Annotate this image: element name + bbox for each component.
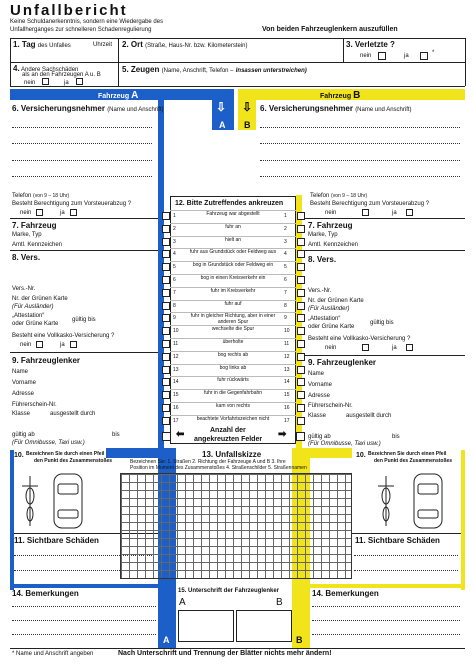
checklist-row: [170, 415, 296, 428]
checklist-row: [170, 338, 296, 351]
checklist-row: [170, 325, 296, 338]
anzahl-2: angekreuzten Felder: [194, 436, 263, 443]
verletzte-nein-label: nein: [360, 53, 372, 59]
right-arrow-icon: ➡: [278, 429, 287, 440]
checklist-row: [170, 351, 296, 364]
b-vorsteuer-ja-checkbox[interactable]: [406, 209, 413, 216]
checklist-checkbox-a[interactable]: [162, 366, 170, 374]
b-vehicles-icon: [372, 470, 462, 532]
left-arrow-icon: ⬅: [176, 429, 185, 440]
b-vorsteuer-ja: ja: [392, 210, 397, 216]
checklist-num-a: 14: [173, 379, 179, 386]
a-lenk-label: 9. Fahrzeuglenker: [12, 356, 81, 365]
checklist-num-b: 17: [284, 417, 290, 424]
a-vorname: Vorname: [12, 380, 37, 386]
checklist-item-label: hielt an: [224, 236, 242, 243]
footer-right: Nach Unterschrift und Trennung der Blätter nichts mehr ändern!: [118, 650, 332, 657]
b-vk-nein: nein: [325, 345, 337, 351]
checklist-checkbox-b[interactable]: [297, 238, 305, 246]
b-klasse: Klasse ausgestellt durch: [308, 413, 392, 419]
checklist-num-a: 1: [173, 213, 176, 219]
checklist-checkbox-b[interactable]: [297, 340, 305, 348]
checklist-num-b: 1: [284, 213, 287, 219]
a-adresse: Adresse: [12, 391, 35, 397]
checklist-row: [170, 261, 296, 274]
a-vollkasko: Besteht eine Vollkasko-Versicherung ?: [12, 333, 115, 339]
checklist-num-b: 5: [284, 264, 287, 271]
checklist-num-b: 15: [284, 392, 290, 399]
checklist-checkbox-a[interactable]: [162, 417, 170, 425]
a-anzahl-box[interactable]: [162, 432, 171, 441]
checklist-num-a: 15: [173, 392, 179, 399]
checklist-checkbox-a[interactable]: [162, 302, 170, 310]
checklist-item-label: fuhr auf: [224, 300, 242, 307]
header-right: Von beiden Fahrzeuglenkern auszufüllen: [262, 26, 398, 33]
header-sub-2: Unfallherganges zur schnelleren Schadenregulierung: [10, 27, 152, 33]
checklist-num-b: 11: [284, 341, 290, 347]
checklist-checkbox-a[interactable]: [162, 238, 170, 246]
checklist-checkbox-a[interactable]: [162, 378, 170, 386]
checklist-checkbox-b[interactable]: [297, 250, 305, 258]
a-vorsteuer: Besteht Berechtigung zum Vorsteuerabzug ?: [12, 201, 132, 207]
checklist-item-label: überholte: [222, 339, 244, 345]
b-versnr: Vers.-Nr.: [308, 288, 332, 294]
checklist-num-a: 5: [173, 264, 176, 271]
checklist-checkbox-a[interactable]: [162, 314, 170, 322]
checklist-title: 12. Bitte Zutreffendes ankreuzen: [175, 200, 284, 207]
checklist-row: [170, 364, 296, 377]
b-vk-ja: ja: [392, 345, 397, 351]
a-vorsteuer-nein-checkbox[interactable]: [36, 209, 43, 216]
checklist-num-a: 10: [173, 328, 179, 335]
asterisk: *: [432, 50, 435, 56]
b-pfeil-1: Bezeichnen Sie durch einen Pfeil: [368, 451, 447, 457]
checklist-item-label: fuhr an: [225, 223, 241, 230]
checklist-num-a: 11: [173, 341, 179, 347]
b-telefon: Telefon (von 9 – 18 Uhr): [310, 193, 368, 199]
checklist-num-a: 7: [173, 289, 176, 296]
a-fschein: Führerschein-Nr.: [12, 402, 57, 408]
checklist-row: [170, 300, 296, 313]
b-vn-label: 6. Versicherungsnehmer (Name und Anschrift): [260, 104, 412, 113]
a-gueltig: gültig bis: [72, 317, 96, 323]
a-omnibus: (Für Omnibusse, Taxi usw.): [12, 440, 85, 446]
checklist-checkbox-b[interactable]: [297, 417, 305, 425]
checklist-num-b: 6: [284, 277, 287, 283]
verletzte-ja-checkbox[interactable]: [420, 52, 428, 60]
a-vers-label: 8. Vers.: [12, 253, 41, 262]
b-vorsteuer-nein: nein: [325, 210, 337, 216]
a-telefon: Telefon (von 9 – 18 Uhr): [12, 193, 70, 199]
checklist-item-label: kam von rechts: [216, 403, 250, 409]
b-gueltig-ab: gültig ab: [308, 434, 331, 440]
signature-b-label: B: [276, 597, 283, 608]
skizze-hint-b: Position im Moment des Zusammenstoßes 4. Straßenschilder 5. Straßennamen: [130, 465, 307, 471]
verletzte-nein-checkbox[interactable]: [378, 52, 386, 60]
arrow-down-icon-b: ⇩: [242, 100, 253, 114]
b-bem-label: 14. Bemerkungen: [312, 589, 379, 598]
checklist-num-a: 8: [173, 302, 176, 309]
skizze-title: 13. Unfallskizze: [202, 450, 262, 459]
checklist-checkbox-a[interactable]: [162, 276, 170, 284]
checklist-checkbox-b[interactable]: [297, 276, 305, 284]
b-vorname: Vorname: [308, 382, 333, 388]
a-name: Name: [12, 369, 29, 375]
checklist-num-a: 3: [173, 238, 176, 245]
checklist-item-label: fuhr aus Grundstück oder Feldweg aus: [189, 249, 277, 256]
a-gruene: Nr. der Grünen Karte: [12, 296, 68, 302]
tag-label: 1. Tag des Unfalles: [13, 40, 71, 49]
checklist-num-b: 13: [284, 366, 290, 373]
a-vn-label: 6. Versicherungsnehmer (Name und Anschrift): [12, 104, 164, 113]
a-marke: Marke, Typ: [12, 232, 42, 238]
checklist-row: [170, 389, 296, 402]
uhrzeit-label: Uhrzeit: [93, 42, 113, 48]
checklist-checkbox-b[interactable]: [297, 391, 305, 399]
a-vk-nein-checkbox[interactable]: [36, 341, 43, 348]
arrow-a-label: A: [219, 120, 226, 130]
skizze-hint-a: Bezeichnen Sie: 1. Straßen 2. Richtung der Fahrzeuge A und B 3. Ihre: [130, 459, 286, 465]
b-pfeil-label: 10.: [356, 452, 366, 459]
b-vers-label: 8. Vers.: [308, 255, 337, 264]
b-pfeil-2: den Punkt des Zusammenstoßes: [374, 458, 453, 464]
b-marke: Marke, Typ: [308, 232, 338, 238]
page-title: Unfallbericht: [10, 2, 128, 19]
sach-nein-label: nein: [24, 80, 36, 86]
a-auslaender: (Für Ausländer): [12, 304, 54, 310]
checklist-checkbox-b[interactable]: [297, 289, 305, 297]
checklist-num-b: 12: [284, 353, 290, 360]
a-bis: bis: [112, 432, 120, 438]
checklist-num-b: 9: [284, 315, 287, 322]
a-attest1: „Attestation“: [12, 313, 45, 319]
checklist-checkbox-b[interactable]: [297, 263, 305, 271]
a-kennz: Amtl. Kennzeichen: [12, 242, 63, 248]
checklist-checkbox-b[interactable]: [297, 314, 305, 322]
verletzte-ja-label: ja: [404, 53, 409, 59]
header-sub-1: Keine Schuldanerkenntnis, sondern eine Wiedergabe des: [10, 19, 164, 25]
b-kennz: Amtl. Kennzeichen: [308, 242, 359, 248]
checklist-row: [170, 274, 296, 287]
checklist-checkbox-a[interactable]: [162, 353, 170, 361]
a-vk-ja-checkbox[interactable]: [70, 341, 77, 348]
b-vorsteuer-nein-checkbox[interactable]: [362, 209, 369, 216]
checklist-checkbox-b[interactable]: [297, 225, 305, 233]
checklist-num-a: 13: [173, 366, 179, 373]
checklist-checkbox-a[interactable]: [162, 250, 170, 258]
arrow-b-label: B: [244, 120, 251, 130]
checklist-num-a: 4: [173, 251, 176, 258]
b-fschein: Führerschein-Nr.: [308, 403, 353, 409]
checklist-num-a: 16: [173, 405, 179, 411]
a-klasse: Klasse ausgestellt durch: [12, 411, 96, 417]
b-gueltig: gültig bis: [370, 320, 394, 326]
checklist-num-b: 14: [284, 379, 290, 386]
checklist-checkbox-a[interactable]: [162, 212, 170, 220]
checklist-item-label: beachtete Vorfahrtszeichen nicht: [196, 415, 270, 422]
b-auslaender: (Für Ausländer): [308, 306, 350, 312]
checklist-checkbox-a[interactable]: [162, 289, 170, 297]
checklist-item-label: bog links ab: [219, 364, 247, 371]
checklist-num-b: 3: [284, 238, 287, 245]
anzahl-1: Anzahl der: [210, 427, 246, 434]
a-fz-label: 7. Fahrzeug: [12, 221, 57, 230]
checklist-row: [170, 236, 296, 249]
checklist-item-label: Fahrzeug war abgestellt: [206, 211, 260, 217]
checklist-item-label: wechselte die Spur: [211, 326, 255, 333]
b-anzahl-box[interactable]: [296, 432, 305, 441]
a-pfeil-1: Bezeichnen Sie durch einen Pfeil: [26, 451, 105, 457]
checklist-checkbox-a[interactable]: [162, 391, 170, 399]
b-corner-letter: B: [296, 635, 303, 645]
a-vk-nein: nein: [20, 342, 32, 348]
a-vorsteuer-ja-checkbox[interactable]: [70, 209, 77, 216]
checklist-num-b: 8: [284, 302, 287, 309]
checklist-checkbox-b[interactable]: [297, 353, 305, 361]
b-fz-label: 7. Fahrzeug: [308, 221, 353, 230]
a-gueltig-ab: gültig ab: [12, 432, 35, 438]
checklist-num-b: 2: [284, 225, 287, 232]
a-pfeil-2: den Punkt des Zusammenstoßes: [34, 458, 113, 464]
b-attest1: „Attestation“: [308, 316, 341, 322]
checklist-row: [170, 402, 296, 415]
b-bis: bis: [392, 434, 400, 440]
checklist-checkbox-a[interactable]: [162, 327, 170, 335]
date-field[interactable]: [14, 52, 114, 61]
b-sicht-label: 11. Sichtbare Schäden: [355, 536, 440, 545]
checklist-checkbox-b[interactable]: [297, 302, 305, 310]
checklist-item-label: fuhr in die Gegenfahrbahn: [203, 390, 263, 397]
checklist-checkbox-b[interactable]: [297, 404, 305, 412]
b-vollkasko: Besteht eine Vollkasko-Versicherung ?: [308, 336, 411, 342]
fahrzeug-b-title: Fahrzeug B: [320, 90, 361, 101]
checklist-num-a: 17: [173, 417, 179, 424]
signature-a-label: A: [179, 597, 186, 608]
a-sicht-label: 11. Sichtbare Schäden: [14, 536, 99, 545]
checklist-checkbox-a[interactable]: [162, 225, 170, 233]
verletzte-label: 3. Verletzte ?: [346, 40, 395, 49]
checklist-row: [170, 312, 296, 325]
skizze-grid[interactable]: [120, 473, 352, 579]
sach-ja-checkbox[interactable]: [76, 78, 83, 85]
a-corner-letter: A: [163, 635, 170, 645]
checklist-checkbox-b[interactable]: [297, 378, 305, 386]
checklist-row: [170, 248, 296, 261]
b-attest2: oder Grüne Karte: [308, 324, 355, 330]
checklist-num-a: 2: [173, 225, 176, 232]
checklist-num-b: 4: [284, 251, 287, 258]
checklist-item-label: fuhr in gleicher Richtung, aber in einer anderen Spur: [190, 313, 276, 325]
b-omnibus: (Für Omnibusse, Taxi usw.): [308, 441, 381, 447]
fahrzeug-a-title: Fahrzeug A: [98, 90, 139, 101]
checklist-item-label: bog in einen Kreisverkehr ein: [200, 275, 266, 281]
checklist-checkbox-b[interactable]: [297, 212, 305, 220]
checklist-checkbox-b[interactable]: [297, 366, 305, 374]
checklist-item-label: fuhr rückwärts: [217, 377, 249, 384]
a-attest2: oder Grüne Karte: [12, 321, 59, 327]
checklist-num-b: 16: [284, 405, 290, 411]
sach-label-1: 4. Andere Sachschäden: [13, 64, 79, 73]
a-vorsteuer-ja: ja: [60, 210, 65, 216]
b-gruene: Nr. der Grünen Karte: [308, 298, 364, 304]
b-name: Name: [308, 371, 325, 377]
checklist-num-a: 12: [173, 353, 179, 360]
checklist-num-b: 10: [284, 328, 290, 335]
checklist-checkbox-a[interactable]: [162, 404, 170, 412]
checklist-num-a: 9: [173, 315, 176, 322]
a-vk-ja: ja: [60, 342, 65, 348]
arrow-down-icon: ⇩: [216, 100, 227, 114]
a-versnr: Vers.-Nr.: [12, 286, 36, 292]
a-vorsteuer-nein: nein: [20, 210, 32, 216]
b-vk-nein-checkbox[interactable]: [362, 344, 369, 351]
b-vk-ja-checkbox[interactable]: [406, 344, 413, 351]
checklist-checkbox-a[interactable]: [162, 340, 170, 348]
signature-title: 15. Unterschrift der Fahrzeuglenker: [178, 588, 280, 594]
checklist-item-label: fuhr im Kreisverkehr: [210, 287, 256, 294]
ort-label: 2. Ort (Straße, Haus-Nr. bzw. Kilometerstein): [122, 40, 248, 49]
b-adresse: Adresse: [308, 393, 331, 399]
a-bem-label: 14. Bemerkungen: [12, 589, 79, 598]
sach-nein-checkbox[interactable]: [42, 78, 49, 85]
checklist-row: [170, 287, 296, 300]
checklist-row: [170, 376, 296, 389]
checklist-row: [170, 223, 296, 236]
checklist-row: [170, 210, 296, 223]
checklist-checkbox-b[interactable]: [297, 327, 305, 335]
footer-left: * Name und Anschrift angeben: [12, 651, 94, 657]
sach-ja-label: ja: [64, 80, 69, 86]
sach-label-2: als an den Fahrzeugen A u. B: [22, 72, 101, 78]
checklist-checkbox-a[interactable]: [162, 263, 170, 271]
zeugen-label: 5. Zeugen (Name, Anschrift, Telefon – Insassen unterstreichen): [122, 65, 307, 74]
checklist-item-label: bog rechts ab: [217, 351, 249, 358]
signature-a-field[interactable]: [178, 610, 234, 642]
b-vorsteuer: Besteht Berechtigung zum Vorsteuerabzug ?: [310, 201, 430, 207]
checklist-num-b: 7: [284, 289, 287, 296]
signature-b-field[interactable]: [236, 610, 292, 642]
checklist-item-label: bog in Grundstück oder Feldweg ein: [192, 262, 274, 269]
checklist-num-a: 6: [173, 277, 176, 283]
a-pfeil-label: 10.: [14, 452, 24, 459]
b-lenk-label: 9. Fahrzeuglenker: [308, 358, 377, 367]
